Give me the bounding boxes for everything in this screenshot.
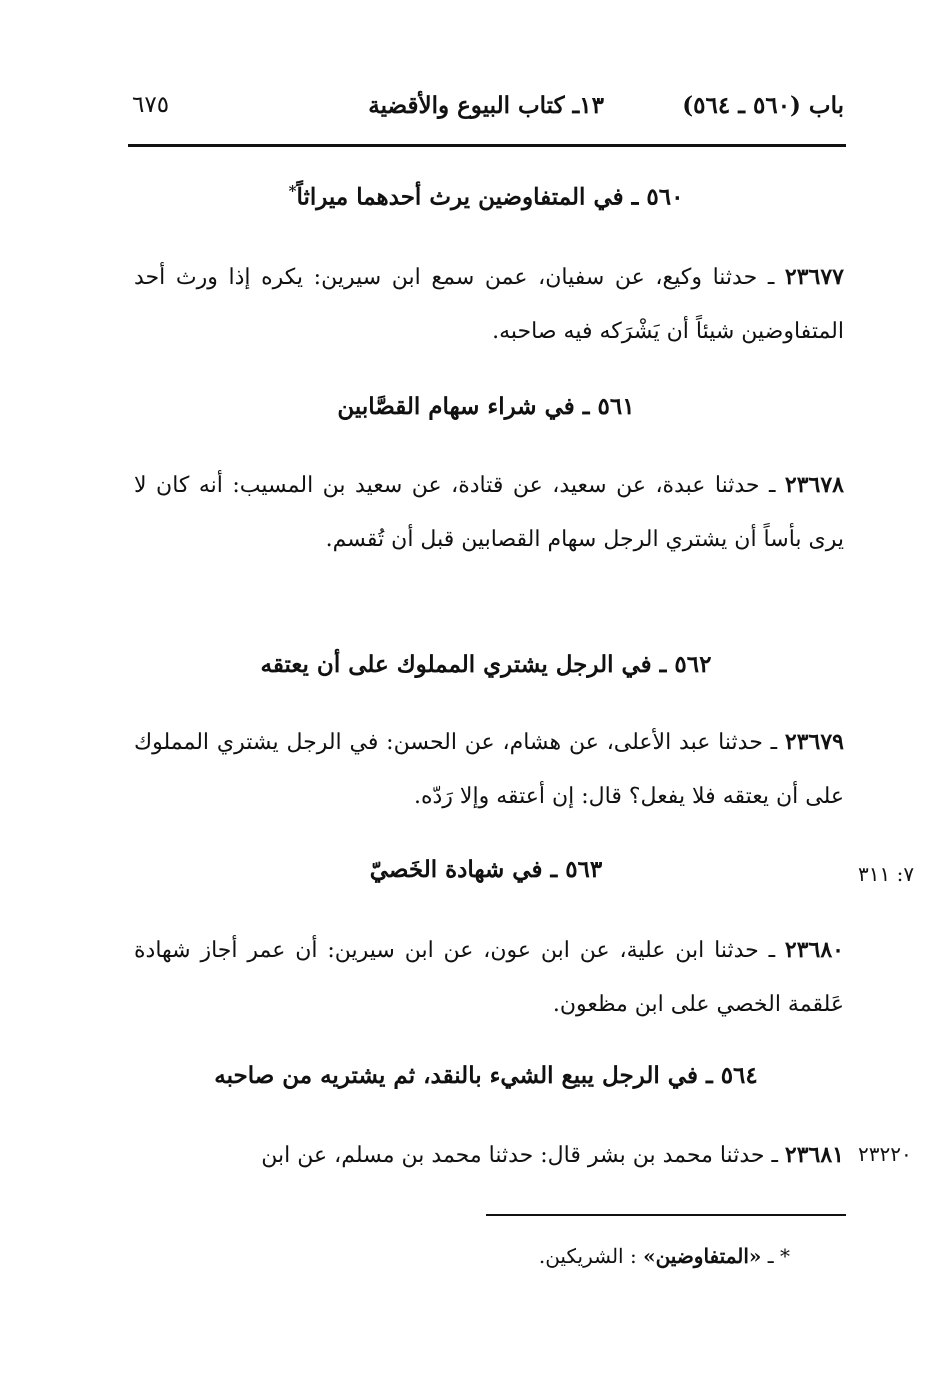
heading-text: ٥٦١ ـ في شراء سهام القصَّابين [337,393,635,420]
section-heading-560 [128,182,844,211]
hadith-23681 [134,1128,844,1183]
margin-reference: ٧: ٣١١ [858,862,915,886]
heading-text: ٥٦٤ ـ في الرجل يبيع الشيء بالنقد، ثم يشتريه من صاحبه [214,1062,758,1089]
hadith-number: ٢٣٦٧٨ [784,472,844,498]
hadith-23679 [134,715,844,824]
hadith-23680 [134,923,844,1032]
heading-text: ٥٦٣ ـ في شهادة الخَصيّ [369,856,603,883]
footnote-text: : الشريكين. [538,1244,644,1268]
footnote-mark: * ـ [767,1244,790,1268]
footnote-divider [486,1214,846,1216]
hadith-number: ٢٣٦٨١ [784,1142,844,1168]
section-heading-564 [128,1062,844,1089]
hadith-text: ـ حدثنا ابن علية، عن ابن عون، عن ابن سيرين: أن عمر أجاز شهادة عَلقمة الخصي على ابن مظعون. [134,938,844,1017]
heading-text: ٥٦٠ ـ في المتفاوضين يرث أحدهما ميراثاً [296,183,684,211]
book-title: ١٣ـ كتاب البيوع والأقضية [368,92,604,119]
hadith-number: ٢٣٦٧٧ [784,264,844,290]
hadith-number: ٢٣٦٧٩ [784,729,844,755]
chapter-range: باب (٥٦٠ ـ ٥٦٤) [682,92,844,119]
section-heading-563 [128,856,844,883]
footnote [539,1244,790,1268]
heading-text: ٥٦٢ ـ في الرجل يشتري المملوك على أن يعتقه [260,651,712,678]
hadith-text: ـ حدثنا عبد الأعلى، عن هشام، عن الحسن: في الرجل يشتري المملوك على أن يعتقه فلا يفعل؟ قال: إن أعتقه وإلا رَدّه. [134,730,844,809]
hadith-23677 [134,250,844,359]
hadith-text: ـ حدثنا وكيع، عن سفيان، عمن سمع ابن سيرين: يكره إذا ورث أحد المتفاوضين شيئاً أن يَشْرَكه فيه صاحبه. [134,265,844,344]
hadith-text: ـ حدثنا عبدة، عن سعيد، عن قتادة، عن سعيد بن المسيب: أنه كان لا يرى بأساً أن يشتري الرجل سهام القصابين قبل أن تُقسم. [134,473,844,552]
header-divider [128,144,846,147]
page-number: ٦٧٥ [132,92,170,118]
hadith-text: ـ حدثنا محمد بن بشر قال: حدثنا محمد بن مسلم، عن ابن [261,1143,785,1168]
footnote-term: «المتفاوضين» [643,1244,762,1268]
section-heading-562 [128,651,844,678]
hadith-number: ٢٣٦٨٠ [784,937,844,963]
running-header [128,92,844,132]
margin-reference: ٢٣٢٢٠ [858,1142,912,1166]
hadith-23678 [134,458,844,567]
section-heading-561 [128,393,844,420]
footnote-marker: * [288,182,297,200]
